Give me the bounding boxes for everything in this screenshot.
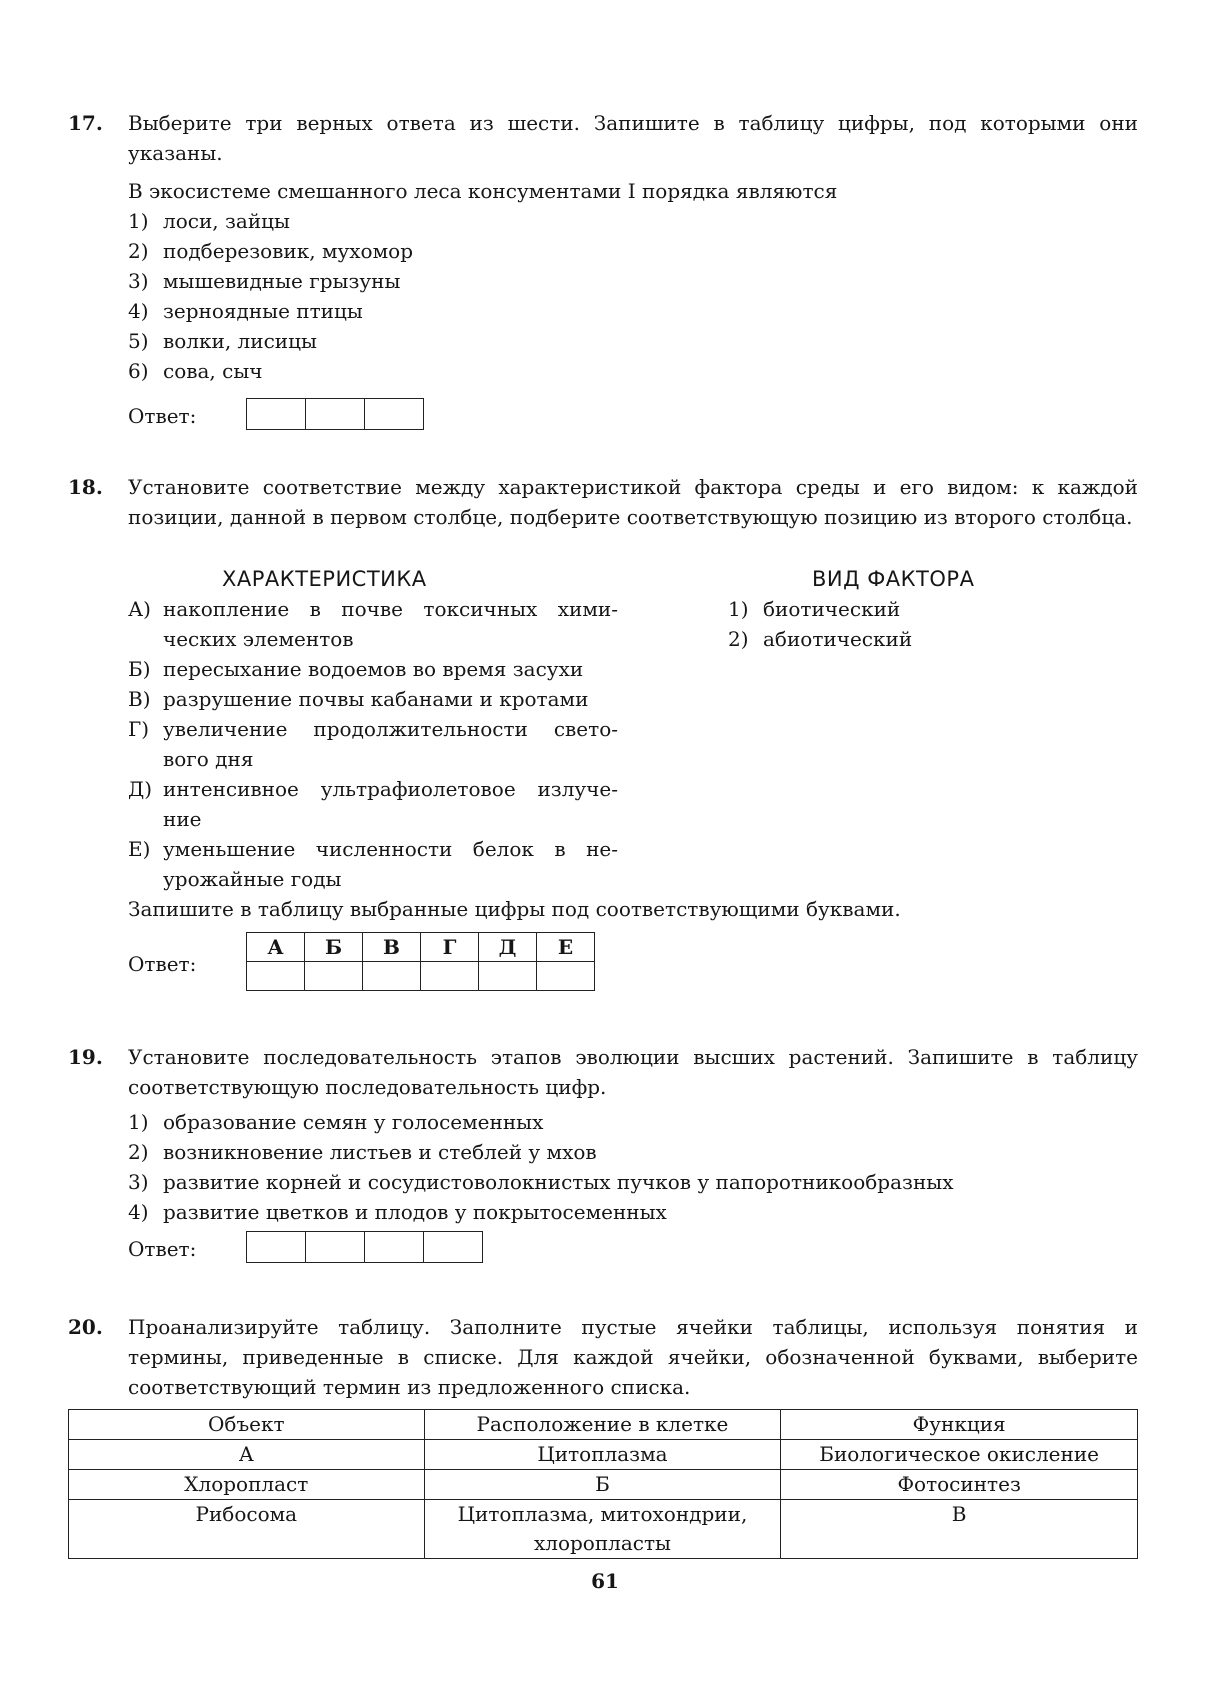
characteristic-g: Г) увеличение продолжительности свето- вого дня (128, 717, 618, 771)
option-2: 2) возникновение листьев и стеблей у мхов (128, 1140, 597, 1164)
option-6: 6) сова, сыч (128, 359, 263, 383)
table-cell: Цитоплазма (424, 1440, 781, 1470)
answer-letter: В (363, 933, 421, 962)
answer-letter: А (247, 933, 305, 962)
answer-letter: Д (479, 933, 537, 962)
table-cell: А (69, 1440, 425, 1470)
table-header: Расположение в клетке (424, 1410, 781, 1440)
answer-cell[interactable] (365, 399, 423, 429)
question-number: 20. (68, 1315, 103, 1339)
answer-cell[interactable] (305, 962, 363, 991)
answer-label: Ответ: (128, 952, 197, 976)
answer-label: Ответ: (128, 1237, 197, 1261)
answer-cell[interactable] (537, 962, 595, 991)
option-4: 4) развитие цветков и плодов у покрытосеменных (128, 1200, 667, 1224)
option-1: 1) лоси, зайцы (128, 209, 290, 233)
answer-cell[interactable] (306, 399, 365, 429)
question-number: 19. (68, 1045, 103, 1069)
characteristic-e: Е) уменьшение численности белок в не- урожайные годы (128, 837, 618, 891)
question-prompt: Установите последовательность этапов эволюции высших растений. Запишите в таблицу соответствующую последовательность цифр. (128, 1045, 1138, 1099)
table-cell: Б (424, 1470, 781, 1500)
question-number: 17. (68, 111, 103, 135)
page-number: 61 (591, 1569, 619, 1593)
table-cell: Цитоплазма, митохондрии, хлоропласты (424, 1500, 781, 1559)
answer-cell[interactable] (306, 1232, 365, 1262)
answer-letter: Г (421, 933, 479, 962)
answer-boxes (246, 1231, 483, 1263)
characteristic-v: В) разрушение почвы кабанами и кротами (128, 687, 589, 711)
question-prompt: Выберите три верных ответа из шести. Запишите в таблицу цифры, под которыми они указаны. (128, 111, 1138, 165)
characteristic-d: Д) интенсивное ультрафиолетовое излуче- ние (128, 777, 618, 831)
left-column-heading: ХАРАКТЕРИСТИКА (222, 567, 427, 591)
characteristic-b: Б) пересыхание водоемов во время засухи (128, 657, 584, 681)
option-2: 2) подберезовик, мухомор (128, 239, 413, 263)
right-column-heading: ВИД ФАКТОРА (812, 567, 975, 591)
option-3: 3) мышевидные грызуны (128, 269, 401, 293)
organelle-table (68, 1409, 1138, 1559)
question-prompt: Проанализируйте таблицу. Заполните пустые ячейки таблицы, используя понятия и термины, приведенные в списке. Для каждой ячейки, обозначенной буквами, выберите соответствующий термин из предложенного списка. (128, 1315, 1138, 1399)
table-row (69, 1470, 1138, 1500)
option-1: 1) образование семян у голосеменных (128, 1110, 544, 1134)
answer-cell[interactable] (363, 962, 421, 991)
table-header-row (69, 1410, 1138, 1440)
table-row (69, 1500, 1138, 1559)
answer-cell[interactable] (247, 399, 306, 429)
instruction: Запишите в таблицу выбранные цифры под соответствующими буквами. (128, 897, 901, 921)
answer-cell[interactable] (247, 962, 305, 991)
table-cell: Рибосома (69, 1500, 425, 1559)
factor-type-1: 1) биотический (728, 597, 901, 621)
answer-cell[interactable] (421, 962, 479, 991)
table-cell: Фотосинтез (781, 1470, 1138, 1500)
characteristic-a: А) накопление в почве токсичных хими- ческих элементов (128, 597, 618, 651)
option-3: 3) развитие корней и сосудистоволокнистых пучков у папоротникообразных (128, 1170, 954, 1194)
table-cell: В (781, 1500, 1138, 1559)
table-cell: Биологическое окисление (781, 1440, 1138, 1470)
table-header: Функция (781, 1410, 1138, 1440)
option-4: 4) зерноядные птицы (128, 299, 363, 323)
factor-type-2: 2) абиотический (728, 627, 913, 651)
question-number: 18. (68, 475, 103, 499)
question-prompt: Установите соответствие между характеристикой фактора среды и его видом: к каждой позиции, данной в первом столбце, подберите соответствующую позицию из второго столбца. (128, 475, 1138, 529)
table-cell: Хлоропласт (69, 1470, 425, 1500)
answer-table (246, 932, 595, 991)
answer-letter: Б (305, 933, 363, 962)
answer-letter: Е (537, 933, 595, 962)
answer-cell[interactable] (479, 962, 537, 991)
table-row (69, 1440, 1138, 1470)
answer-label: Ответ: (128, 404, 197, 428)
option-5: 5) волки, лисицы (128, 329, 317, 353)
answer-boxes (246, 398, 424, 430)
answer-cell[interactable] (247, 1232, 306, 1262)
answer-cell[interactable] (424, 1232, 482, 1262)
answer-cell[interactable] (365, 1232, 424, 1262)
table-header: Объект (69, 1410, 425, 1440)
question-stem: В экосистеме смешанного леса консументами I порядка являются (128, 179, 838, 203)
